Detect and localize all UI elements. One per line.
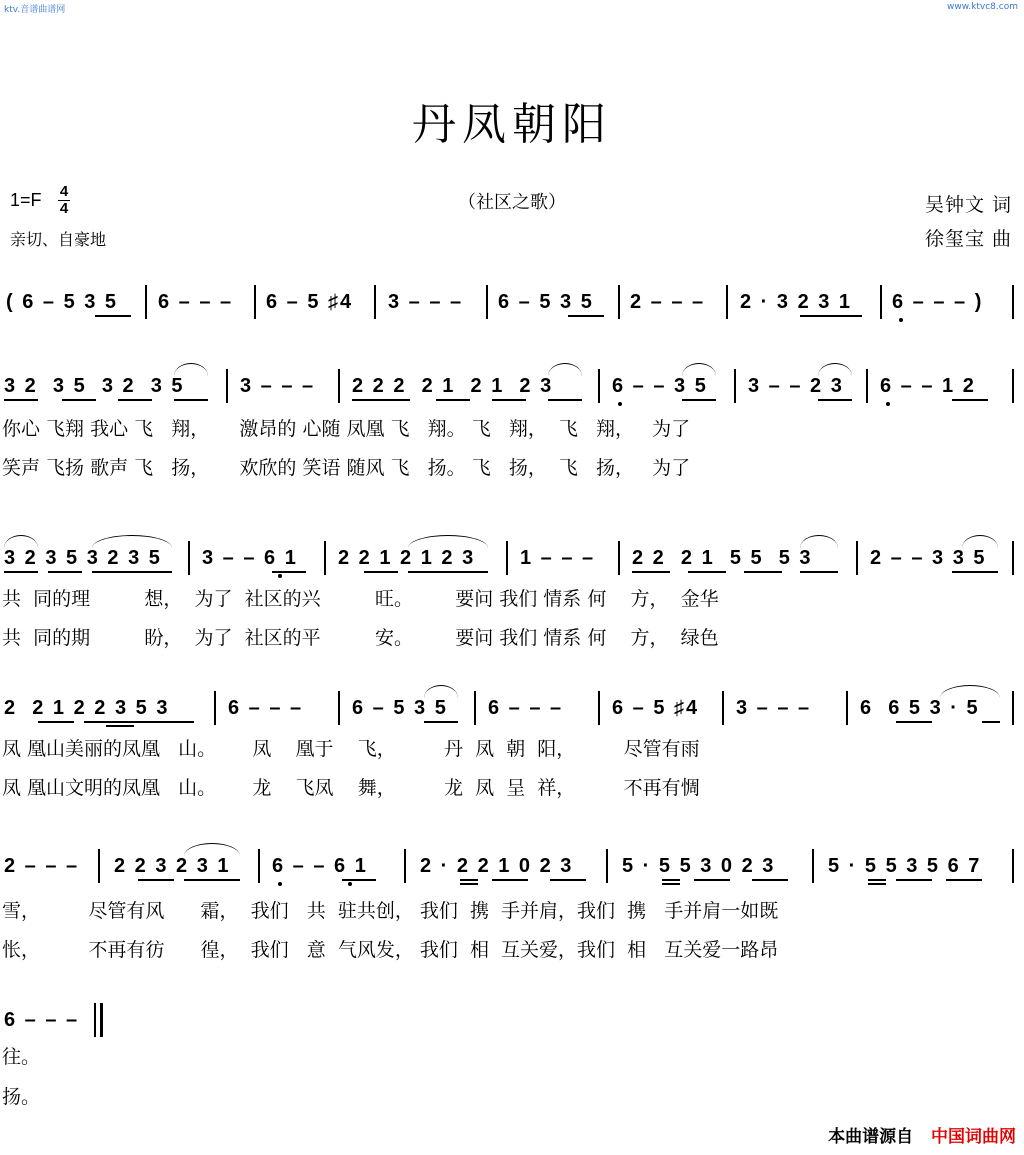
measure: 3 – – – (388, 291, 464, 313)
measure: 6 – – – ) (892, 291, 984, 313)
lyric-verse-2: 扬。 (2, 1086, 41, 1108)
measure: 2 – – 3 3 5 (870, 547, 987, 569)
watermark-right: www.ktvc8.com (947, 2, 1018, 12)
lyric-verse-2: 怅， 不再有彷 徨， 我们 意 气风发， 我们 相 互关爱，我们 相 互关爱一路昂 (2, 939, 779, 961)
measure: 2 2 1 2 1 2 3 (338, 547, 476, 569)
measure: 3 – – 6 1 (202, 547, 298, 569)
score-line-3 (0, 538, 1024, 578)
measure: 6 – 5 3 5 (498, 291, 594, 313)
measure: 1 – – – (520, 547, 596, 569)
lyric-verse-2: 凤 凰山文明的凤凰 山。 龙 飞凤 舞， 龙 凤 呈 祥， 不再有惆 (2, 777, 700, 799)
measure: 5 · 5 5 3 0 2 3 (622, 855, 776, 877)
time-top: 4 (59, 183, 69, 200)
score-line-1 (0, 282, 1024, 322)
song-title: 丹凤朝阳 (412, 99, 612, 150)
measure: 3 2 3 5 3 2 3 5 (4, 547, 162, 569)
lyric-verse-1: 共 同的理 想， 为了 社区的兴 旺。 要问 我们 情系 何 方， 金华 (2, 588, 719, 610)
lyricist: 吴钟文 词 (924, 194, 1012, 216)
measure: 2 2 1 2 2 3 5 3 (4, 697, 170, 719)
lyric-verse-1: 你心 飞翔 我心 飞 翔， 激昂的 心随 凤凰 飞 翔。 飞 翔， 飞 翔， 为了 (2, 418, 691, 440)
tempo-marking: 亲切、自豪地 (10, 230, 107, 249)
score-line-5 (0, 846, 1024, 886)
measure: 6 – 5 3 5 (352, 697, 448, 719)
composer: 徐玺宝 曲 (924, 228, 1012, 250)
measure: 6 – – 3 5 (612, 375, 708, 397)
measure: 6 6 5 3 · 5 (860, 697, 980, 719)
measure: ( 6 – 5 3 5 (6, 291, 119, 313)
measure: 3 – – – (736, 697, 812, 719)
measure: 2 · 3 2 3 1 (740, 291, 853, 313)
lyric-verse-1: 往。 (2, 1046, 41, 1068)
source-site-link[interactable]: 中国词曲网 (931, 1127, 1016, 1147)
measure: 6 – – – (4, 1009, 80, 1031)
measure: 6 – 5 ♯4 (266, 291, 354, 313)
key-signature: 1=F (10, 190, 42, 210)
lyric-verse-2: 笑声 飞扬 歌声 飞 扬， 欢欣的 笑语 随风 飞 扬。 飞 扬， 飞 扬， 为了 (2, 457, 691, 479)
measure: 2 · 2 2 1 0 2 3 (420, 855, 574, 877)
measure: 6 – 5 ♯4 (612, 697, 700, 719)
source-label: 本曲谱源自 (828, 1127, 914, 1147)
measure: 6 – – – (228, 697, 304, 719)
measure: 6 – – – (158, 291, 234, 313)
measure: 6 – – 1 2 (880, 375, 976, 397)
measure: 6 – – 6 1 (272, 855, 368, 877)
time-bottom: 4 (59, 200, 69, 217)
measure: 2 2 3 2 3 1 (114, 855, 231, 877)
measure: 2 2 2 2 1 2 1 2 3 (352, 375, 554, 397)
watermark-left: ktv.音谱曲谱网 (4, 5, 66, 15)
measure: 3 – – 2 3 (748, 375, 844, 397)
measure: 6 – – – (488, 697, 564, 719)
measure: 3 2 3 5 3 2 3 5 (4, 375, 185, 397)
measure: 3 – – – (240, 375, 316, 397)
score-line-2 (0, 366, 1024, 406)
measure: 2 – – – (4, 855, 80, 877)
measure: 2 – – – (630, 291, 706, 313)
score-line-4 (0, 688, 1024, 728)
measure: 2 2 2 1 5 5 5 3 (632, 547, 813, 569)
score-line-6 (0, 1000, 1024, 1040)
measure: 5 · 5 5 3 5 6 7 (828, 855, 982, 877)
lyric-verse-1: 雪， 尽管有风 霜， 我们 共 驻共创， 我们 携 手并肩，我们 携 手并肩一如既 (2, 900, 779, 922)
lyric-verse-2: 共 同的期 盼， 为了 社区的平 安。 要问 我们 情系 何 方， 绿色 (2, 627, 719, 649)
source-credit (828, 1122, 1016, 1147)
subtitle: （社区之歌） (458, 192, 566, 213)
lyric-verse-1: 凤 凰山美丽的凤凰 山。 凤 凰于 飞， 丹 凤 朝 阳， 尽管有雨 (2, 738, 700, 760)
